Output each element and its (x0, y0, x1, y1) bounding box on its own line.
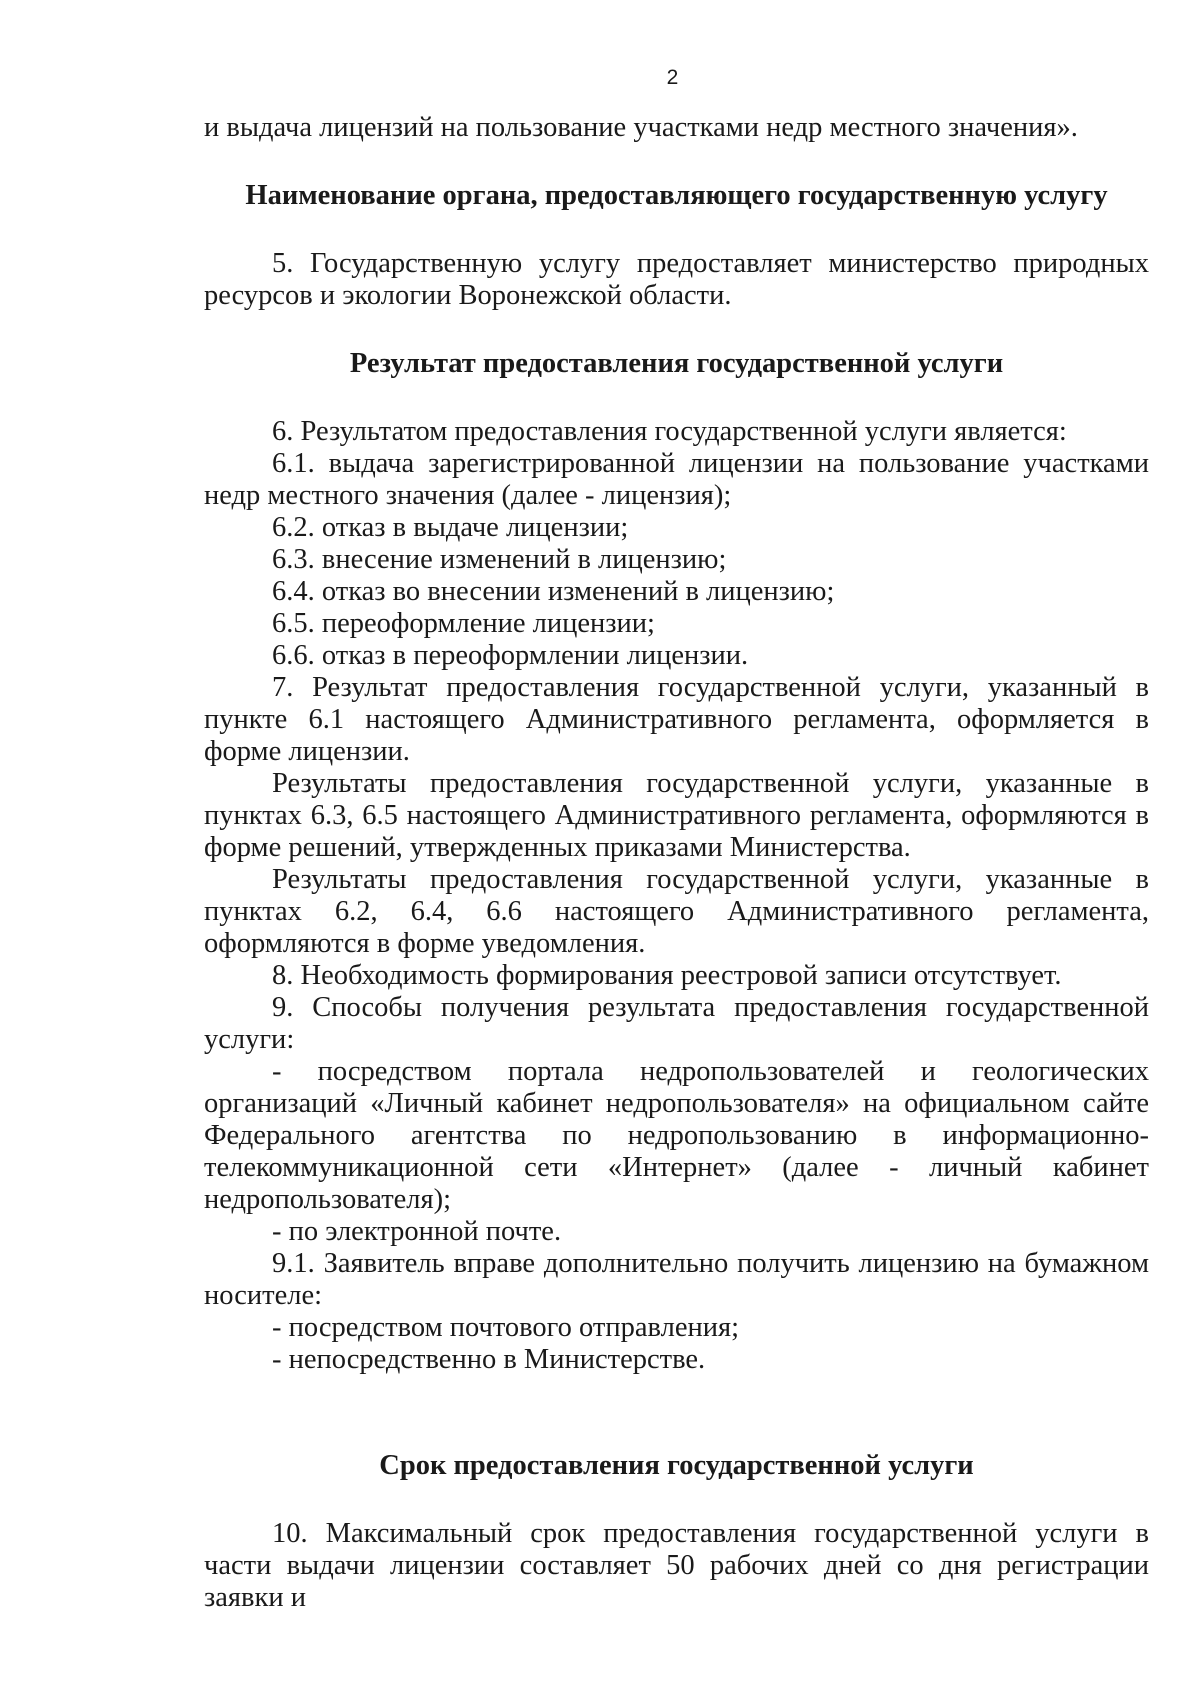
document-body (204, 112, 1149, 1614)
paragraph-7: 7. Результат предоставления государственной услуги, указанный в пункте 6.1 настоящего Административного регламента, оформляется в форме лицензии. (204, 672, 1149, 767)
paragraph-6-6: 6.6. отказ в переоформлении лицензии. (272, 640, 749, 671)
paragraph-6-2: 6.2. отказ в выдаче лицензии; (272, 512, 629, 543)
page-number: 2 (666, 66, 679, 89)
paragraph-9-email: - по электронной почте. (272, 1216, 562, 1247)
paragraph-9-1-post: - посредством почтового отправления; (272, 1312, 739, 1343)
paragraph-9-1: 9.1. Заявитель вправе дополнительно получить лицензию на бумажном носителе: (204, 1248, 1149, 1311)
paragraph-7-results-decisions: Результаты предоставления государственной услуги, указанные в пунктах 6.3, 6.5 настоящего Административного регламента, оформляются в форме решений, утвержденных приказами Министерства. (204, 768, 1149, 863)
paragraph-10: 10. Максимальный срок предоставления государственной услуги в части выдачи лицензии составляет 50 рабочих дней со дня регистрации заявки и (204, 1518, 1149, 1613)
paragraph-6-5: 6.5. переоформление лицензии; (272, 608, 655, 639)
paragraph-9-portal: - посредством портала недропользователей и геологических организаций «Личный кабинет недропользователя» на официальном сайте Федерального агентства по недропользованию в информационно-телекоммуникационной сети «Интернет» (далее - личный кабинет недропользователя); (204, 1056, 1149, 1215)
paragraph-9: 9. Способы получения результата предоставления государственной услуги: (204, 992, 1149, 1055)
paragraph-5: 5. Государственную услугу предоставляет министерство природных ресурсов и экологии Воронежской области. (204, 248, 1149, 311)
heading-authority: Наименование органа, предоставляющего государственную услугу (245, 180, 1108, 211)
paragraph-7-results-notices: Результаты предоставления государственной услуги, указанные в пунктах 6.2, 6.4, 6.6 настоящего Административного регламента, оформляются в форме уведомления. (204, 864, 1149, 959)
paragraph-8: 8. Необходимость формирования реестровой записи отсутствует. (272, 960, 1062, 991)
paragraph-9-1-ministry: - непосредственно в Министерстве. (272, 1344, 706, 1375)
paragraph-6-4: 6.4. отказ во внесении изменений в лицензию; (272, 576, 835, 607)
heading-result: Результат предоставления государственной услуги (349, 348, 1004, 379)
intro-line: и выдача лицензий на пользование участками недр местного значения». (204, 112, 1078, 143)
paragraph-6: 6. Результатом предоставления государственной услуги является: (272, 416, 1067, 447)
paragraph-6-1: 6.1. выдача зарегистрированной лицензии на пользование участками недр местного значения (далее - лицензия); (204, 448, 1149, 511)
heading-term: Срок предоставления государственной услуги (379, 1450, 974, 1481)
paragraph-6-3: 6.3. внесение изменений в лицензию; (272, 544, 727, 575)
